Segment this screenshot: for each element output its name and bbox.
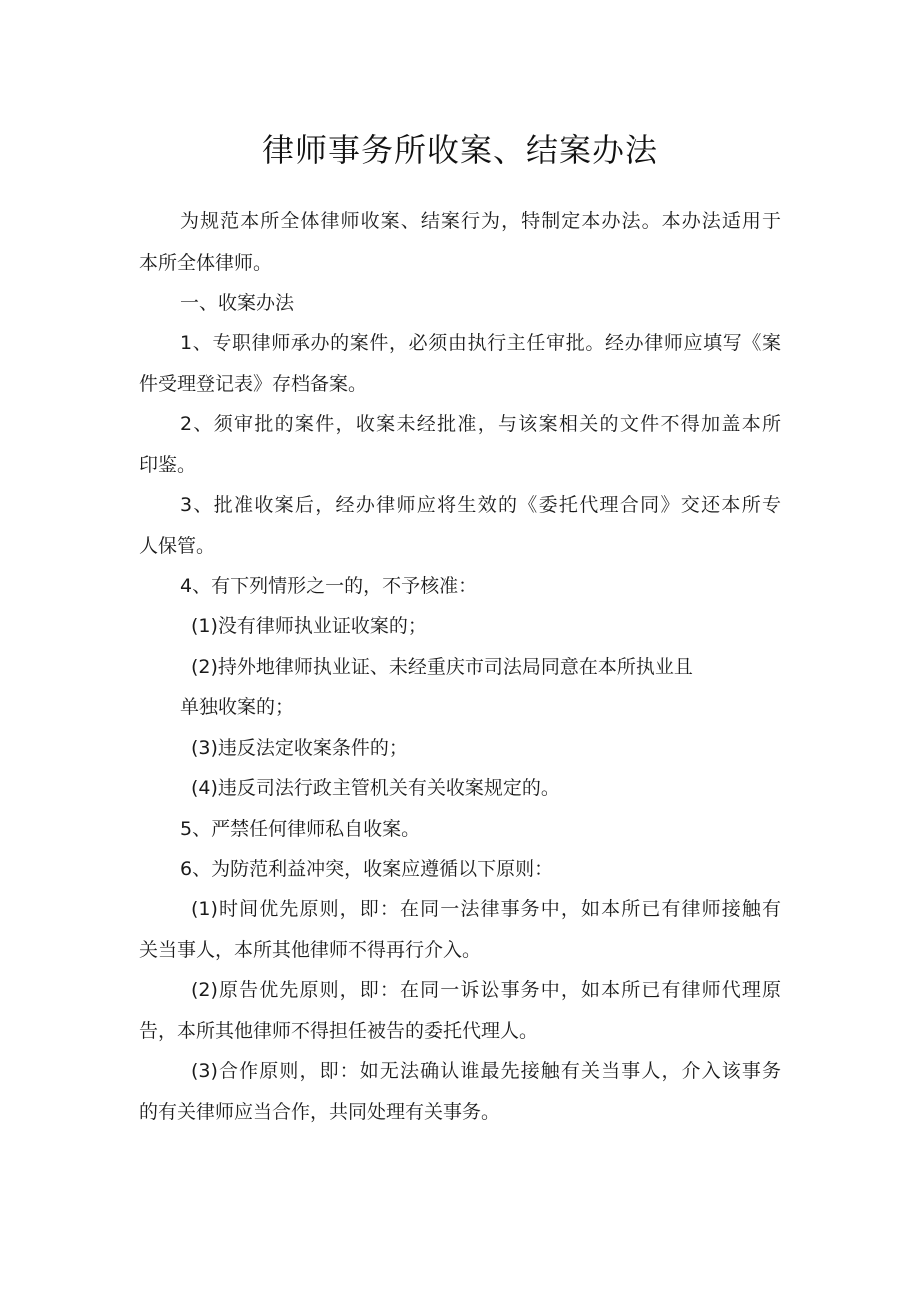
item-4-sub-4: (4)违反司法行政主管机关有关收案规定的。 [191,777,560,799]
item-6-sub-2-line-1: (2)原告优先原则，即：在同一诉讼事务中，如本所已有律师代理原 [191,979,781,1001]
intro-line-1: 为规范本所全体律师收案、结案行为，特制定本办法。本办法适用于 [180,210,781,232]
item-6-sub-1-line-2: 关当事人，本所其他律师不得再行介入。 [139,939,482,961]
item-4-sub-1: (1)没有律师执业证收案的； [191,615,427,637]
document-title: 律师事务所收案、结案办法 [261,131,658,169]
item-6-sub-1-line-1: (1)时间优先原则，即：在同一法律事务中，如本所已有律师接触有 [191,898,781,920]
intro-line-2: 本所全体律师。 [139,252,273,274]
item-4-sub-2-line-1: (2)持外地律师执业证、未经重庆市司法局同意在本所执业且 [191,656,693,678]
item-6-sub-2-line-2: 告，本所其他律师不得担任被告的委托代理人。 [139,1020,539,1042]
item-3-line-2: 人保管。 [139,535,216,557]
item-6-sub-3-line-2: 的有关律师应当合作，共同处理有关事务。 [139,1101,501,1123]
item-2-line-2: 印鉴。 [139,454,197,476]
item-4-heading: 4、有下列情形之一的，不予核准： [180,575,478,597]
section-1-heading: 一、收案办法 [180,292,295,314]
item-6-heading: 6、为防范利益冲突，收案应遵循以下原则： [180,858,554,880]
item-6-sub-3-line-1: (3)合作原则，即：如无法确认谁最先接触有关当事人，介入该事务 [191,1060,781,1082]
item-1-line-1: 1、专职律师承办的案件，必须由执行主任审批。经办律师应填写《案 [180,332,781,354]
item-5: 5、严禁任何律师私自收案。 [180,818,421,840]
item-4-sub-2-line-2: 单独收案的； [180,696,295,718]
item-4-sub-3: (3)违反法定收案条件的； [191,737,408,759]
item-2-line-1: 2、须审批的案件，收案未经批准，与该案相关的文件不得加盖本所 [180,413,781,435]
item-1-line-2: 件受理登记表》存档备案。 [139,373,368,395]
item-3-line-1: 3、批准收案后，经办律师应将生效的《委托代理合同》交还本所专 [180,494,781,516]
